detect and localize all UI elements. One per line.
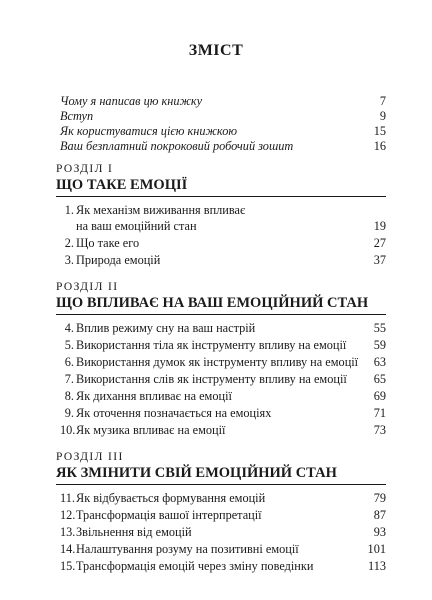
toc-chapter-item[interactable] <box>60 202 386 218</box>
toc-chapter-item[interactable] <box>60 541 386 557</box>
chapter-title: Використання думок як інструменту впливу на емоції <box>76 355 359 369</box>
toc-chapter-item[interactable] <box>60 320 386 336</box>
chapter-number: 2. <box>64 236 74 250</box>
chapter-number: 6. <box>64 355 74 369</box>
toc-item-page: 7 <box>379 94 386 108</box>
toc-chapter-item[interactable] <box>60 524 386 540</box>
chapter-page: 87 <box>373 508 386 522</box>
toc-chapter-item[interactable] <box>60 252 386 268</box>
section-divider <box>56 196 386 197</box>
toc-item-title: Як користуватися цією книжкою <box>60 124 238 138</box>
toc-item-page: 9 <box>379 109 386 123</box>
chapter-number: 15. <box>60 559 76 573</box>
chapter-number: 9. <box>64 406 74 420</box>
section-divider <box>56 314 386 315</box>
toc-item-page: 15 <box>373 124 386 138</box>
chapter-page: 101 <box>367 542 386 556</box>
chapter-number: 8. <box>64 389 74 403</box>
chapter-number: 7. <box>64 372 74 386</box>
toc-chapter-item[interactable] <box>60 388 386 404</box>
chapter-page: 71 <box>373 406 386 420</box>
toc-item-title: Ваш безплатний покроковий робочий зошит <box>60 139 294 153</box>
chapter-page: 73 <box>373 423 386 437</box>
chapter-number: 13. <box>60 525 76 539</box>
chapter-page: 79 <box>373 491 386 505</box>
chapter-number: 5. <box>64 338 74 352</box>
chapter-title: Як механізм виживання впливає <box>76 203 246 217</box>
chapter-title: Використання слів як інструменту впливу на емоції <box>76 372 347 386</box>
toc-intro-item[interactable] <box>60 138 386 154</box>
chapter-number: 3. <box>64 253 74 267</box>
chapter-title: Вплив режиму сну на ваш настрій <box>76 321 256 335</box>
chapter-number: 12. <box>60 508 76 522</box>
toc-item-page: 16 <box>373 139 386 153</box>
chapter-page: 69 <box>373 389 386 403</box>
section-divider <box>56 484 386 485</box>
chapter-page: 27 <box>373 236 386 250</box>
toc-chapter-item[interactable] <box>60 507 386 523</box>
chapter-number: 10. <box>60 423 76 437</box>
toc-chapter-item[interactable] <box>60 235 386 251</box>
chapter-title: Як оточення позначається на емоціях <box>76 406 272 420</box>
chapter-title: на ваш емоційний стан <box>76 219 197 233</box>
toc-item-title: Вступ <box>60 109 94 123</box>
toc-item-title: Чому я написав цю книжку <box>60 94 203 108</box>
section-label: РОЗДІЛ II <box>56 281 119 293</box>
toc-chapter-item[interactable] <box>60 405 386 421</box>
chapter-page: 113 <box>368 559 386 573</box>
chapter-title: Трансформація вашої інтерпретації <box>76 508 262 522</box>
chapter-page: 93 <box>373 525 386 539</box>
page-title: ЗМІСТ <box>188 42 244 59</box>
chapter-number: 1. <box>64 203 74 217</box>
toc-chapter-item[interactable] <box>60 490 386 506</box>
chapter-title: Як дихання впливає на емоції <box>76 389 232 403</box>
chapter-page: 59 <box>373 338 386 352</box>
chapter-title: Як відбувається формування емоцій <box>76 491 266 505</box>
toc-intro-item[interactable] <box>60 93 386 109</box>
chapter-page: 19 <box>373 219 386 233</box>
section-label: РОЗДІЛ III <box>56 451 124 463</box>
chapter-title: Що таке его <box>76 236 140 250</box>
toc-intro-item[interactable] <box>60 108 386 124</box>
chapter-number: 11. <box>60 491 75 505</box>
chapter-page: 37 <box>373 253 386 267</box>
chapter-title: Як музика впливає на емоції <box>76 423 226 437</box>
section-title: ЩО ВПЛИВАЄ НА ВАШ ЕМОЦІЙНИЙ СТАН <box>56 295 369 311</box>
toc-chapter-item-continuation[interactable] <box>60 218 386 234</box>
section-title: ЯК ЗМІНИТИ СВІЙ ЕМОЦІЙНИЙ СТАН <box>56 465 337 481</box>
toc-intro-item[interactable] <box>60 123 386 139</box>
chapter-number: 4. <box>64 321 74 335</box>
toc-chapter-item[interactable] <box>60 354 386 370</box>
chapter-title: Трансформація емоцій через зміну поведінки <box>76 559 314 573</box>
chapter-number: 14. <box>60 542 76 556</box>
chapter-page: 65 <box>373 372 386 386</box>
toc-chapter-item[interactable] <box>60 558 386 574</box>
toc-chapter-item[interactable] <box>60 422 386 438</box>
chapter-title: Звільнення від емоцій <box>76 525 192 539</box>
toc-chapter-item[interactable] <box>60 337 386 353</box>
section-title: ЩО ТАКЕ ЕМОЦІЇ <box>56 177 188 193</box>
chapter-page: 55 <box>373 321 386 335</box>
chapter-title: Налаштування розуму на позитивні емоції <box>76 542 299 556</box>
toc-chapter-item[interactable] <box>60 371 386 387</box>
section-label: РОЗДІЛ I <box>56 163 114 175</box>
chapter-title: Використання тіла як інструменту впливу на емоції <box>76 338 347 352</box>
chapter-page: 63 <box>373 355 386 369</box>
chapter-title: Природа емоцій <box>76 253 161 267</box>
